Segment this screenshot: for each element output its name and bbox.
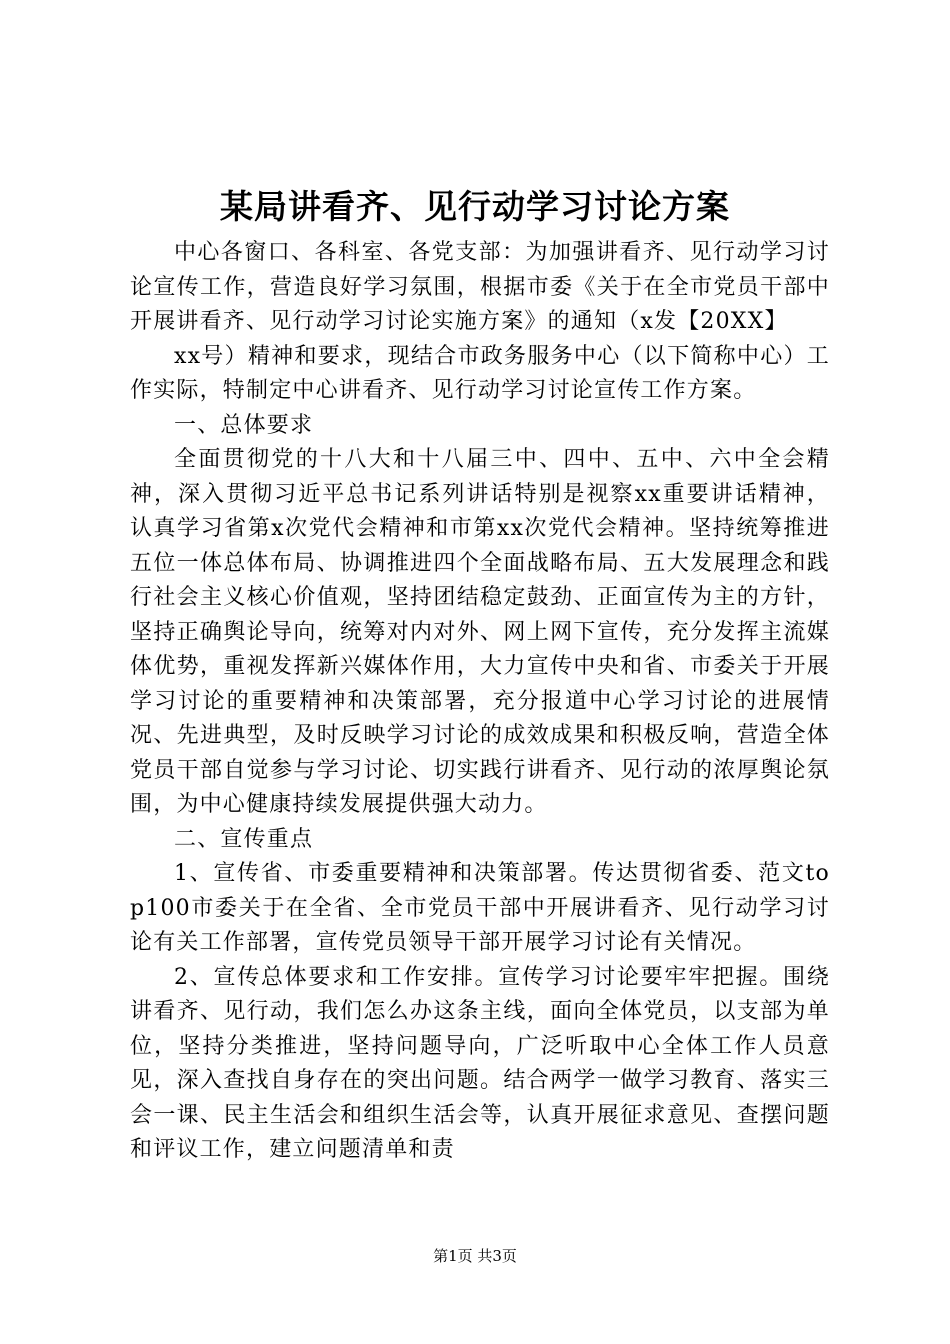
document-body (130, 236, 830, 1168)
paragraph-focus-item-1: 1、宣传省、市委重要精神和决策部署。传达贯彻省委、范文top100市委关于在全省、全市党员干部中开展讲看齐、见行动学习讨论有关工作部署，宣传党员领导干部开展学习讨论有关情况。 (130, 861, 830, 955)
paragraph-general-requirements: 全面贯彻党的十八大和十八届三中、四中、五中、六中全会精神，深入贯彻习近平总书记系列讲话特别是视察xx重要讲话精神，认真学习省第x次党代会精神和市第xx次党代会精神。坚持统筹推进五位一体总体布局、协调推进四个全面战略布局、五大发展理念和践行社会主义核心价值观，坚持团结稳定鼓劲、正面宣传为主的方针，坚持正确舆论导向，统筹对内对外、网上网下宣传，充分发挥主流媒体优势，重视发挥新兴媒体作用，大力宣传中央和省、市委关于开展学习讨论的重要精神和决策部署，充分报道中心学习讨论的进展情况、先进典型，及时反映学习讨论的成效成果和积极反响，营造全体党员干部自觉参与学习讨论、切实践行讲看齐、见行动的浓厚舆论氛围，为中心健康持续发展提供强大动力。 (130, 447, 830, 817)
paragraph-intro-continued: xx号）精神和要求，现结合市政务服务中心（以下简称中心）工作实际，特制定中心讲看齐、见行动学习讨论宣传工作方案。 (130, 343, 830, 403)
paragraph-focus-item-2: 2、宣传总体要求和工作安排。宣传学习讨论要牢牢把握。围绕讲看齐、见行动，我们怎么办这条主线，面向全体党员，以支部为单位，坚持分类推进，坚持问题导向，广泛听取中心全体工作人员意见，深入查找自身存在的突出问题。结合两学一做学习教育、落实三会一课、民主生活会和组织生活会等，认真开展征求意见、查摆问题和评议工作，建立问题清单和责 (130, 964, 830, 1162)
section-heading-publicity-focus: 二、宣传重点 (174, 826, 314, 852)
document-title: 某局讲看齐、见行动学习讨论方案 (220, 187, 730, 226)
paragraph-intro: 中心各窗口、各科室、各党支部：为加强讲看齐、见行动学习讨论宣传工作，营造良好学习氛围，根据市委《关于在全市党员干部中开展讲看齐、见行动学习讨论实施方案》的通知（x发【20XX】 (130, 240, 830, 334)
page-footer: 第1页 共3页 (433, 1247, 517, 1265)
section-heading-general-requirements: 一、总体要求 (174, 412, 314, 438)
